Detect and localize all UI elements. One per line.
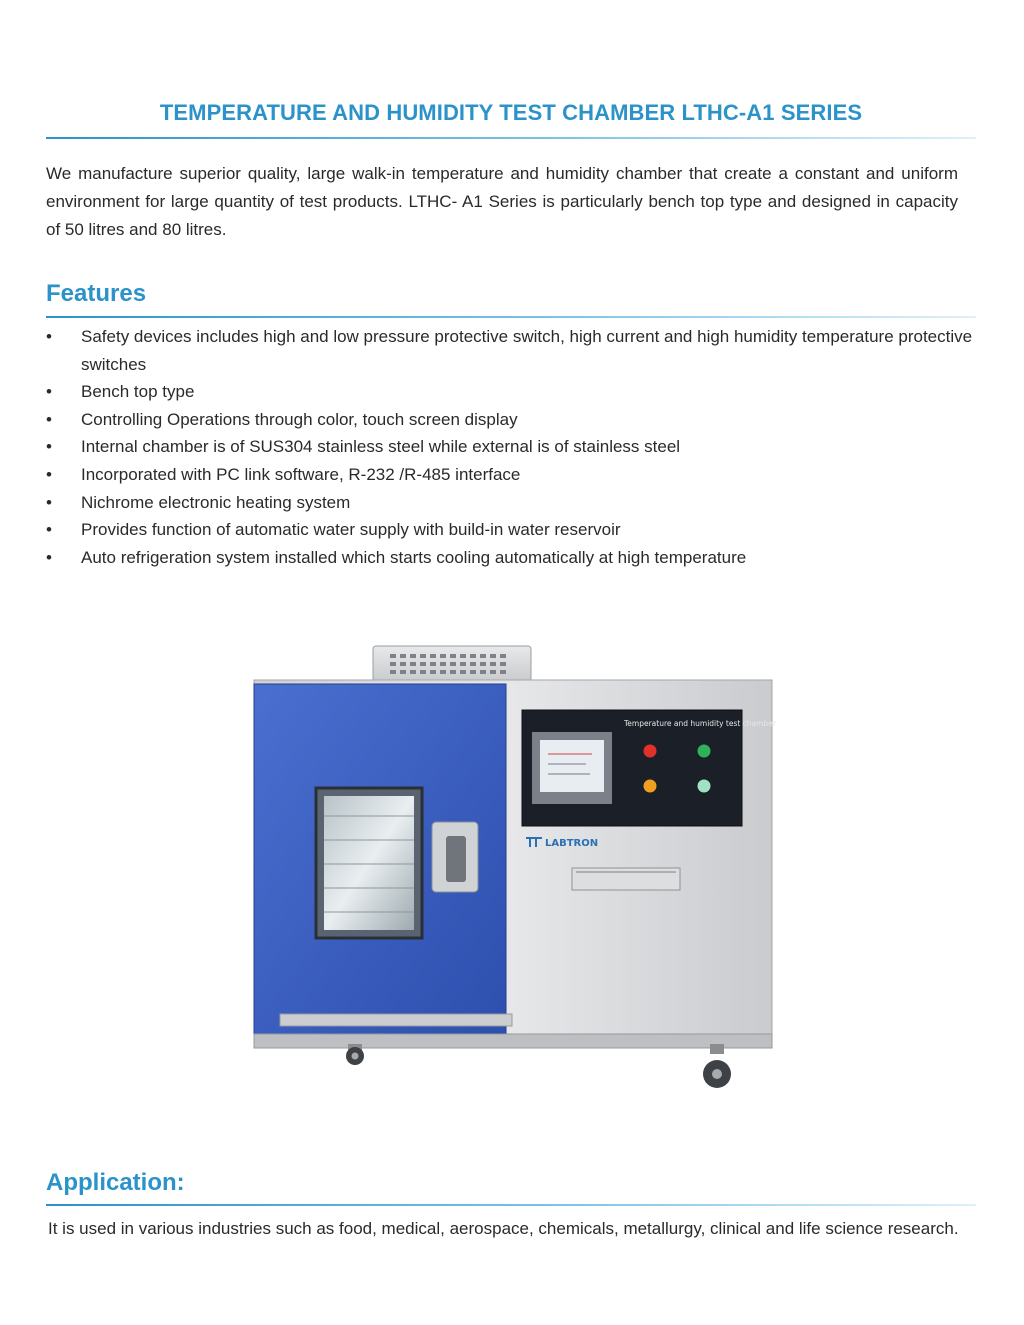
list-item (46, 378, 976, 406)
feature-text: Provides function of automatic water supply with build-in water reservoir (81, 520, 621, 540)
feature-text: Internal chamber is of SUS304 stainless steel while external is of stainless steel (81, 437, 681, 457)
list-item (46, 516, 976, 544)
feature-text: Bench top type (81, 382, 195, 402)
list-item (46, 323, 976, 378)
orange-indicator-light (644, 780, 657, 793)
svg-text:LABTRON: LABTRON (545, 838, 599, 849)
bullet-icon: • (46, 409, 52, 429)
red-indicator-light (644, 745, 657, 758)
features-heading: Features (46, 280, 147, 307)
intro-paragraph: We manufacture superior quality, large walk-in temperature and humidity chamber that create a constant and uniform environment for large quantity of test products. LTHC- A1 Series is particularly bench top type and designed in capacity of 50 litres and 80 litres. (46, 164, 958, 239)
base-tray (280, 1014, 512, 1026)
control-panel (522, 710, 777, 826)
bullet-icon: • (46, 382, 52, 402)
bullet-icon: • (46, 464, 52, 484)
feature-text: Controlling Operations through color, touch screen display (81, 409, 518, 429)
feature-text: Incorporated with PC link software, R-232 /R-485 interface (81, 464, 521, 484)
list-item (46, 433, 976, 461)
caster-wheel-icon (703, 1044, 731, 1088)
bullet-icon: • (46, 547, 52, 567)
application-paragraph: It is used in various industries such as food, medical, aerospace, chemicals, metallurgy, clinical and life science research. (48, 1219, 959, 1238)
bullet-icon: • (46, 437, 52, 457)
title-divider (46, 137, 976, 139)
list-item (46, 406, 976, 434)
mint-indicator-light (698, 780, 711, 793)
panel-label: Temperature and humidity test chamber (624, 719, 776, 728)
page-title: TEMPERATURE AND HUMIDITY TEST CHAMBER LTHC-A1 SERIES (159, 100, 863, 125)
bullet-icon: • (46, 327, 52, 346)
chamber-illustration (240, 640, 780, 1095)
green-indicator-light (698, 745, 711, 758)
list-item (46, 461, 976, 489)
product-image (240, 640, 780, 1095)
drawer-slot (572, 868, 680, 890)
chamber-door (254, 684, 506, 1034)
application-divider (46, 1204, 976, 1206)
feature-text: Nichrome electronic heating system (81, 492, 351, 512)
feature-text: Auto refrigeration system installed which starts cooling automatically at high temperature (81, 547, 747, 567)
feature-text: Safety devices includes high and low pressure protective switch, high current and high humidity temperature protective switches (81, 327, 973, 374)
list-item (46, 544, 976, 572)
touch-screen (540, 740, 604, 792)
bullet-icon: • (46, 520, 52, 540)
list-item (46, 489, 976, 517)
caster-wheel-icon (346, 1044, 364, 1065)
features-divider (46, 316, 976, 318)
bullet-icon: • (46, 492, 52, 512)
application-heading: Application: (46, 1169, 185, 1196)
features-list (46, 323, 976, 571)
